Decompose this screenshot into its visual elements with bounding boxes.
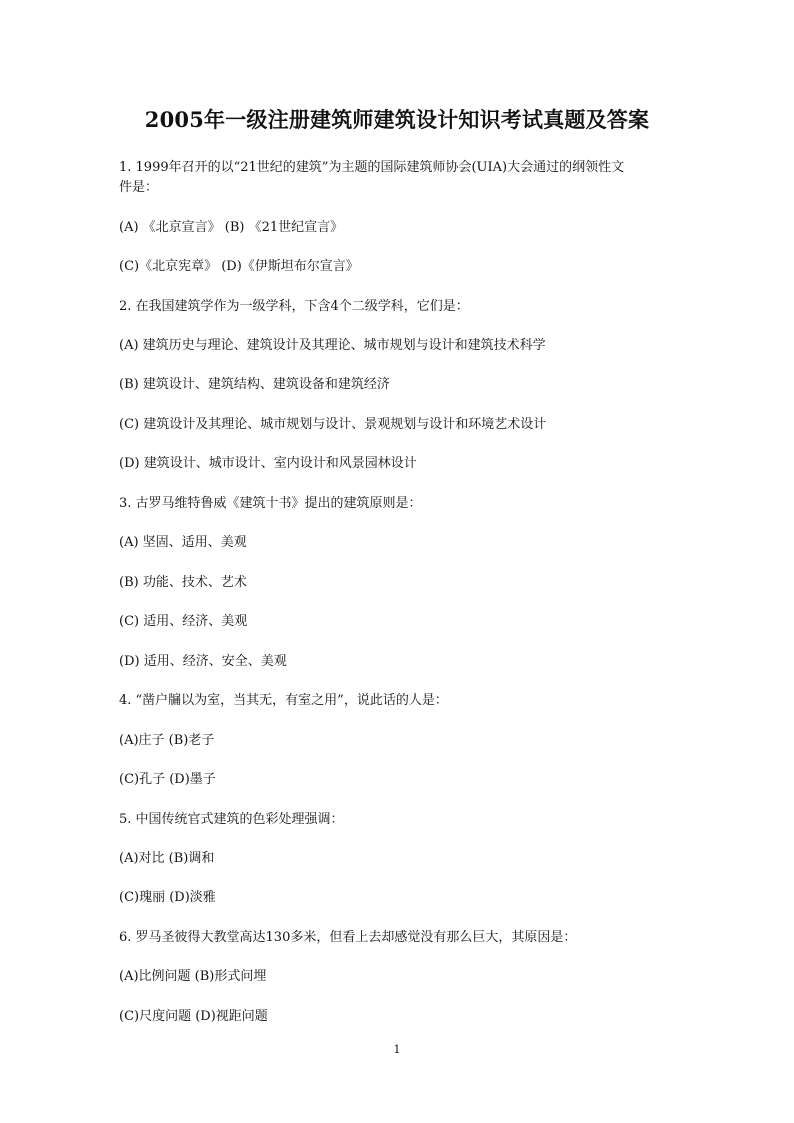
question-1-stem-line-1: 1. 1999年召开的以“21世纪的建筑”为主题的国际建筑师协会(UIA)大会通过的纲领性文 — [119, 160, 625, 175]
question-4-options-ab: (A)庄子 (B)老子 — [119, 733, 215, 748]
question-2-stem: 2. 在我国建筑学作为一级学科，下含4个二级学科，它们是： — [119, 299, 469, 314]
question-6-options-cd: (C)尺度问题 (D)视距问题 — [119, 1009, 268, 1024]
question-3-option-b: (B) 功能、技术、艺术 — [119, 575, 247, 590]
question-3-stem: 3. 古罗马维特鲁威《建筑十书》提出的建筑原则是： — [119, 496, 422, 511]
document-title: 2005年一级注册建筑师建筑设计知识考试真题及答案 — [144, 107, 650, 132]
question-5-stem: 5. 中国传统官式建筑的色彩处理强调： — [119, 812, 344, 827]
question-6-stem: 6. 罗马圣彼得大教堂高达130多米，但看上去却感觉没有那么巨大，其原因是： — [119, 930, 577, 945]
question-2-option-c: (C) 建筑设计及其理论、城市规划与设计、景观规划与设计和环境艺术设计 — [119, 417, 547, 432]
page-number: 1 — [393, 1043, 401, 1056]
question-5-options-ab: (A)对比 (B)调和 — [119, 851, 215, 866]
question-3-option-a: (A) 坚固、适用、美观 — [119, 535, 247, 550]
question-4-options-cd: (C)孔子 (D)墨子 — [119, 772, 216, 787]
question-2-option-a: (A) 建筑历史与理论、建筑设计及其理论、城市规划与设计和建筑技术科学 — [119, 338, 546, 353]
question-4-stem: 4. “凿户牖以为室，当其无，有室之用”，说此话的人是： — [119, 693, 448, 708]
question-2-option-b: (B) 建筑设计、建筑结构、建筑设备和建筑经济 — [119, 377, 390, 392]
question-5-options-cd: (C)瑰丽 (D)淡雅 — [119, 890, 216, 905]
question-6-options-ab: (A)比例问题 (B)形式问埋 — [119, 969, 267, 984]
question-3-option-d: (D) 适用、经济、安全、美观 — [119, 654, 287, 669]
question-3-option-c: (C) 适用、经济、美观 — [119, 614, 248, 629]
question-2-option-d: (D) 建筑设计、城市设计、室内设计和风景园林设计 — [119, 456, 417, 471]
question-1-stem-line-2: 件是： — [119, 180, 159, 195]
question-1-options-cd: (C)《北京宪章》 (D)《伊斯坦布尔宣言》 — [119, 259, 359, 274]
question-1-options-ab: (A) 《北京宣言》 (B) 《21世纪宣言》 — [119, 220, 344, 235]
